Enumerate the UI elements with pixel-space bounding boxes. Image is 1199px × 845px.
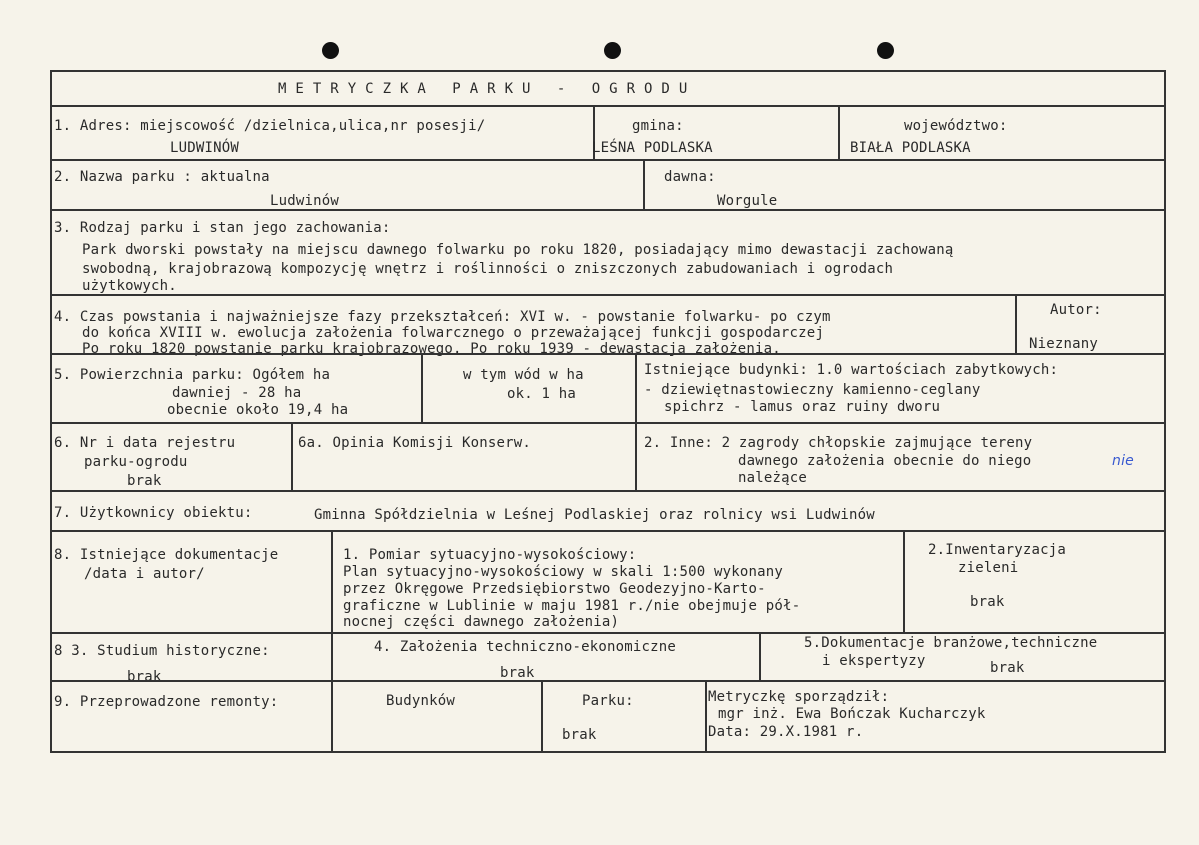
historical-study-value: brak bbox=[127, 669, 162, 685]
park-type-label: 3. Rodzaj parku i stan jego zachowania: bbox=[54, 220, 391, 236]
area-label: 5. Powierzchnia parku: Ogółem ha bbox=[54, 367, 331, 383]
former-name-label: dawna: bbox=[664, 169, 716, 185]
history-line-2: do końca XVIII w. ewolucja założenia folwarcznego o przeważającej funkcji gospodarczej bbox=[82, 325, 825, 341]
buildings-label: Istniejące budynki: 1.0 wartościach zabytkowych: bbox=[644, 362, 1059, 378]
register-label: 6. Nr i data rejestru bbox=[54, 435, 236, 451]
former-name-value: Worgule bbox=[717, 193, 778, 209]
prepared-date: Data: 29.X.1981 r. bbox=[708, 724, 864, 740]
other-line-2: dawnego założenia obecnie do niego bbox=[738, 453, 1032, 469]
area-row bbox=[52, 353, 1164, 422]
park-name-value: Ludwinów bbox=[270, 193, 340, 209]
users-row bbox=[52, 490, 1164, 530]
park-type-line-1: Park dworski powstały na miejscu dawnego folwarku po roku 1820, posiadający mimo dewastacji zachowaną bbox=[82, 242, 954, 258]
other-line-3: należące bbox=[738, 470, 808, 486]
voivodeship-value: BIAŁA PODLASKA bbox=[850, 140, 971, 156]
branch-docs-label: 5.Dokumentacje branżowe,techniczne bbox=[804, 635, 1098, 651]
commune-value: LEŚNA PODLASKA bbox=[592, 140, 713, 156]
documentation-label: 8. Istniejące dokumentacje bbox=[54, 547, 279, 563]
punch-hole-right bbox=[877, 42, 894, 59]
buildings-line-1: - dziewiętnastowieczny kamienno-ceglany bbox=[644, 382, 981, 398]
buildings-line-2: spichrz - lamus oraz ruiny dworu bbox=[664, 399, 941, 415]
buildings-repairs-label: Budynków bbox=[386, 693, 456, 709]
park-name-row bbox=[52, 159, 1164, 209]
commune-label: gmina: bbox=[632, 118, 684, 134]
prepared-by-label: Metryczkę sporządził: bbox=[708, 689, 890, 705]
survey-line-3: graficzne w Lublinie w maju 1981 r./nie obejmuje pół- bbox=[343, 598, 801, 614]
park-type-row bbox=[52, 209, 1164, 294]
repairs-label: 9. Przeprowadzone remonty: bbox=[54, 694, 279, 710]
users-value: Gminna Spółdzielnia w Leśnej Podlaskiej oraz rolnicy wsi Ludwinów bbox=[314, 507, 875, 523]
register-label-2: parku-ogrodu bbox=[84, 454, 188, 470]
history-line-1: 4. Czas powstania i najważniejsze fazy przekształceń: XVI w. - powstanie folwarku- po czym bbox=[54, 309, 831, 325]
survey-line-2: przez Okręgowe Przedsiębiorstwo Geodezyjno-Karto- bbox=[343, 581, 766, 597]
park-type-line-3: użytkowych. bbox=[82, 278, 177, 294]
prepared-by-value: mgr inż. Ewa Bończak Kucharczyk bbox=[718, 706, 986, 722]
title-row bbox=[52, 72, 1164, 105]
documentation-label-2: /data i autor/ bbox=[84, 566, 205, 582]
inventory-value: brak bbox=[970, 594, 1005, 610]
form-title: METRYCZKA PARKU - OGRODU bbox=[278, 81, 697, 97]
park-type-line-2: swobodną, krajobrazową kompozycję wnętrz i roślinności o zniszczonych zabudowaniach i ogrodach bbox=[82, 261, 894, 277]
park-record-form bbox=[50, 70, 1166, 753]
documentation-row bbox=[52, 530, 1164, 632]
users-label: 7. Użytkownicy obiektu: bbox=[54, 505, 253, 521]
branch-docs-label-2: i ekspertyzy bbox=[822, 653, 926, 669]
address-row bbox=[52, 105, 1164, 159]
studies-row bbox=[52, 632, 1164, 685]
punch-hole-middle bbox=[604, 42, 621, 59]
repairs-row bbox=[52, 680, 1164, 753]
area-current: obecnie około 19,4 ha bbox=[167, 402, 349, 418]
technical-assumptions-value: brak bbox=[500, 665, 535, 681]
author-label: Autor: bbox=[1050, 302, 1102, 318]
water-value: ok. 1 ha bbox=[507, 386, 577, 402]
opinion-label: 6a. Opinia Komisji Konserw. bbox=[298, 435, 531, 451]
survey-label: 1. Pomiar sytuacyjno-wysokościowy: bbox=[343, 547, 637, 563]
survey-line-1: Plan sytuacyjno-wysokościowy w skali 1:500 wykonany bbox=[343, 564, 784, 580]
branch-docs-value: brak bbox=[990, 660, 1025, 676]
author-value: Nieznany bbox=[1029, 336, 1099, 352]
other-label: 2. Inne: 2 zagrody chłopskie zajmujące tereny bbox=[644, 435, 1033, 451]
survey-line-4: nocnej części dawnego założenia) bbox=[343, 614, 620, 630]
history-row bbox=[52, 294, 1164, 357]
park-repairs-value: brak bbox=[562, 727, 597, 743]
park-repairs-label: Parku: bbox=[582, 693, 634, 709]
punch-hole-left bbox=[322, 42, 339, 59]
register-row bbox=[52, 422, 1164, 490]
inventory-label-2: zieleni bbox=[958, 560, 1019, 576]
other-handwritten: nie bbox=[1112, 453, 1134, 469]
inventory-label: 2.Inwentaryzacja bbox=[928, 542, 1067, 558]
park-name-label: 2. Nazwa parku : aktualna bbox=[54, 169, 270, 185]
area-former: dawniej - 28 ha bbox=[172, 385, 302, 401]
historical-study-label: 8 3. Studium historyczne: bbox=[54, 643, 270, 659]
history-line-3: Po roku 1820 powstanie parku krajobrazowego. Po roku 1939 - dewastacja założenia. bbox=[82, 341, 781, 357]
address-label: 1. Adres: miejscowość /dzielnica,ulica,nr posesji/ bbox=[54, 118, 486, 134]
voivodeship-label: województwo: bbox=[904, 118, 1008, 134]
address-value: LUDWINÓW bbox=[170, 140, 240, 156]
register-value: brak bbox=[127, 473, 162, 489]
water-label: w tym wód w ha bbox=[463, 367, 584, 383]
technical-assumptions-label: 4. Założenia techniczno-ekonomiczne bbox=[374, 639, 677, 655]
